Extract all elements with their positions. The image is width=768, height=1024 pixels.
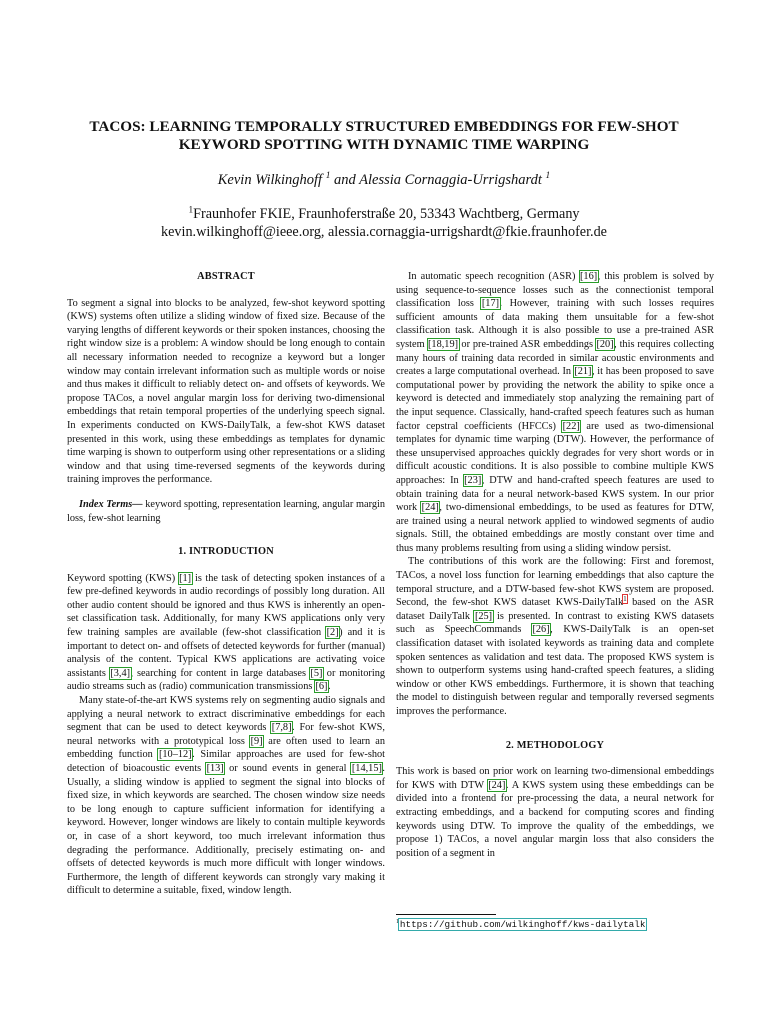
index-terms xyxy=(67,498,385,525)
title-line-2: KEYWORD SPOTTING WITH DYNAMIC TIME WARPING xyxy=(178,136,590,153)
dataset-url-link[interactable]: https://github.com/wilkinghoff/kws-dailytalk xyxy=(399,919,646,930)
index-terms-text: keyword spotting, representation learning, angular margin loss, few-shot learning xyxy=(67,498,385,524)
author-1: Kevin Wilkinghoff xyxy=(217,172,323,188)
intro-heading: 1. INTRODUCTION xyxy=(178,546,274,558)
footnote-mark: 1 xyxy=(396,919,399,925)
citation-link[interactable]: [13] xyxy=(206,763,224,774)
citation-link[interactable]: [23] xyxy=(464,474,482,486)
citation-link[interactable]: [25] xyxy=(474,610,493,622)
footnote-link[interactable]: 1 xyxy=(623,594,627,603)
citation-link[interactable]: [3,4] xyxy=(110,667,131,679)
abstract-heading: ABSTRACT xyxy=(197,271,255,282)
intro-paragraph-2: Many state-of-the-art KWS systems rely on segmenting audio signals and applying a neural network to extract discriminative embeddings for each segment that can be used to detect keywords [7,8]. For few-shot KWS, neural networks with a prototypical loss [9] are often used to learn an embedding function [10–12]. Similar approaches are used for few-shot detection of bioacoustic events [13] or sound events in general [14,15]. Usually, a sliding window is applied to segment the signal into blocks of fixed size, in which keywords are searched. The chosen window size needs to be long enough to capture sufficient information for identifying a keyword. However, longer windows are likely to contain multiple keywords or, in case of a short keyword, too much irrelevant information thus degrading the performance. Additionally, precisely estimating on- and offsets of detected keywords is much more difficult with longer windows. Furthermore, the length of different keywords can strongly vary making it difficult to determine a suitable, fixed, window length. xyxy=(67,695,386,897)
abstract-body: To segment a signal into blocks to be analyzed, few-shot keyword spotting (KWS) systems often utilize a sliding window of fixed size. Because of the varying lengths of different keywords or their spoken instances, choosing the right window size is a problem: A window should be long enough to contain all necessary information needed to recognize a keyword but a longer window may contain irrelevant information such as multiple words or noise and thus makes it difficult to reliably detect on- and offsets of keywords. We propose TACos, a novel angular margin loss for deriving two-dimensional embeddings that retain temporal properties of the underlying speech signal. In experiments conducted on KWS-DailyTalk, a few-shot KWS dataset presented in this work, using these embeddings as templates for dynamic time warping is shown to outperform using other representations or a sliding window and that using time-reversed segments of the keywords during training improves the performance. xyxy=(67,297,385,486)
author-conjunction: and xyxy=(334,172,356,188)
citation-link[interactable]: [21] xyxy=(574,366,592,378)
methodology-heading: 2. METHODOLOGY xyxy=(505,739,605,751)
author-emails: kevin.wilkinghoff@ieee.org, alessia.cornaggia-urrigshardt@fkie.fraunhofer.de xyxy=(161,224,607,240)
affiliation-block xyxy=(60,205,708,241)
index-terms-label: Index Terms— xyxy=(79,498,143,510)
affiliation-line-1: Fraunhofer FKIE, Fraunhoferstraße 20, 53343 Wachtberg, Germany xyxy=(193,206,580,222)
citation-link[interactable]: [14,15] xyxy=(351,763,382,774)
citation-link[interactable]: [24] xyxy=(488,779,506,791)
citation-link[interactable]: [22] xyxy=(562,420,580,432)
intro-paragraph-3: In automatic speech recognition (ASR) [16], this problem is solved by using sequence-to-sequence losses such as the connectionist temporal classification loss [17]. However, training with such losses requires sufficient amounts of data making them unsuitable for a few-shot classification task. Although it is also possible to use a pre-trained ASR system [18,19] or pre-trained ASR embeddings [20], this requires collecting many hours of training data recorded in similar acoustic environments and creates a large computational overhead. In [21], it has been proposed to save computational power by providing the network the ability to spike once a keyword is detected and immediately stop analyzing the remaining part of the input sequence. Classically, hand-crafted speech features such as human factor cepstral coefficients (HFCCs) [22] are used as two-dimensional templates for dynamic time warping (DTW). However, the performance of these unsupervised approaches quickly degrades for very short words or in difficult acoustic conditions. It is also possible to combine multiple KWS approaches: In [23], DTW and hand-crafted speech features are used to obtain training data for a neural network-based KWS system. In our prior work [24], two-dimensional embeddings, to be used as features for DTW, are trained using a neural network applied to windowed segments of audio signals. Still, the obtained embeddings are mostly constant over time and thus many problems resulting from using a sliding window persist. xyxy=(396,271,714,554)
intro-paragraph-4: The contributions of this work are the following: First and foremost, TACos, a novel loss function for learning embeddings that also capture the temporal structure, and a DTW-based few-shot KWS system are proposed. Second, the few-shot KWS dataset KWS-DailyTalk$^1$ based on the ASR dataset DailyTalk [25] is presented. In contrast to existing KWS datasets such as SpeechCommands [26], KWS-DailyTalk is an open-set classification dataset with isolated keywords as training data and complete spoken sentences as validation and test data. The proposed KWS system is shown to outperform systems using hand-crafted speech features, a sliding window or other KWS embeddings. Furthermore, it is shown that teaching the model to distinguish between regular and temporally reversed segments improves the performance. xyxy=(396,556,714,717)
left-column xyxy=(67,270,385,898)
author-1-affil-mark: 1 xyxy=(325,171,331,182)
citation-link[interactable]: [17] xyxy=(481,298,500,310)
author-2: Alessia Cornaggia-Urrigshardt xyxy=(359,172,542,188)
footnote xyxy=(396,914,714,931)
citation-link[interactable]: [10–12] xyxy=(158,749,192,761)
citation-link[interactable]: [6] xyxy=(315,681,328,693)
right-column xyxy=(396,270,714,860)
footnote-rule xyxy=(396,914,496,915)
author-list xyxy=(60,172,708,189)
paper-title xyxy=(60,118,708,154)
citation-link[interactable]: [18,19] xyxy=(428,338,459,350)
citation-link[interactable]: [9] xyxy=(250,735,263,747)
citation-link[interactable]: [24] xyxy=(421,502,439,514)
intro-paragraph-1: Keyword spotting (KWS) [1] is the task of detecting spoken instances of a few pre-defined keywords in audio recordings of possibly long duration. All other audio content should be ignored and thus KWS is inherently an open-set classification task. Additionally, for many KWS applications only very few training samples are available (few-shot classification [2]) and it is important to detect on- and offsets of detected keywords for further (manual) analysis of the content. Typical KWS applications are activating voice assistants [3,4], searching for content in large databases [5] or monitoring audio streams such as (radio) communication transmissions [6]. xyxy=(67,572,386,693)
title-line-1: TACOS: LEARNING TEMPORALLY STRUCTURED EMBEDDINGS FOR FEW-SHOT xyxy=(89,118,679,135)
citation-link[interactable]: [7,8] xyxy=(271,722,292,734)
citation-link[interactable]: [1] xyxy=(179,572,192,584)
affiliation-address xyxy=(60,205,708,223)
affiliation-mark: 1 xyxy=(188,204,194,215)
author-2-affil-mark: 1 xyxy=(545,171,551,182)
citation-link[interactable]: [26] xyxy=(532,624,550,636)
citation-link[interactable]: [5] xyxy=(310,667,323,679)
citation-link[interactable]: [20] xyxy=(596,338,614,350)
citation-link[interactable]: [16] xyxy=(580,271,598,282)
methodology-paragraph-1: This work is based on prior work on learning two-dimensional embeddings for KWS with DTW [24]. A KWS system using these embeddings can be divided into a frontend for pre-processing the data, a neural network for extracting embeddings, and a backend for computing scores and finding keywords using DTW. To improve the quality of the embeddings, we propose 1) TACos, a novel angular margin loss that also considers the position of a segment in xyxy=(396,766,714,859)
citation-link[interactable]: [2] xyxy=(326,627,339,639)
